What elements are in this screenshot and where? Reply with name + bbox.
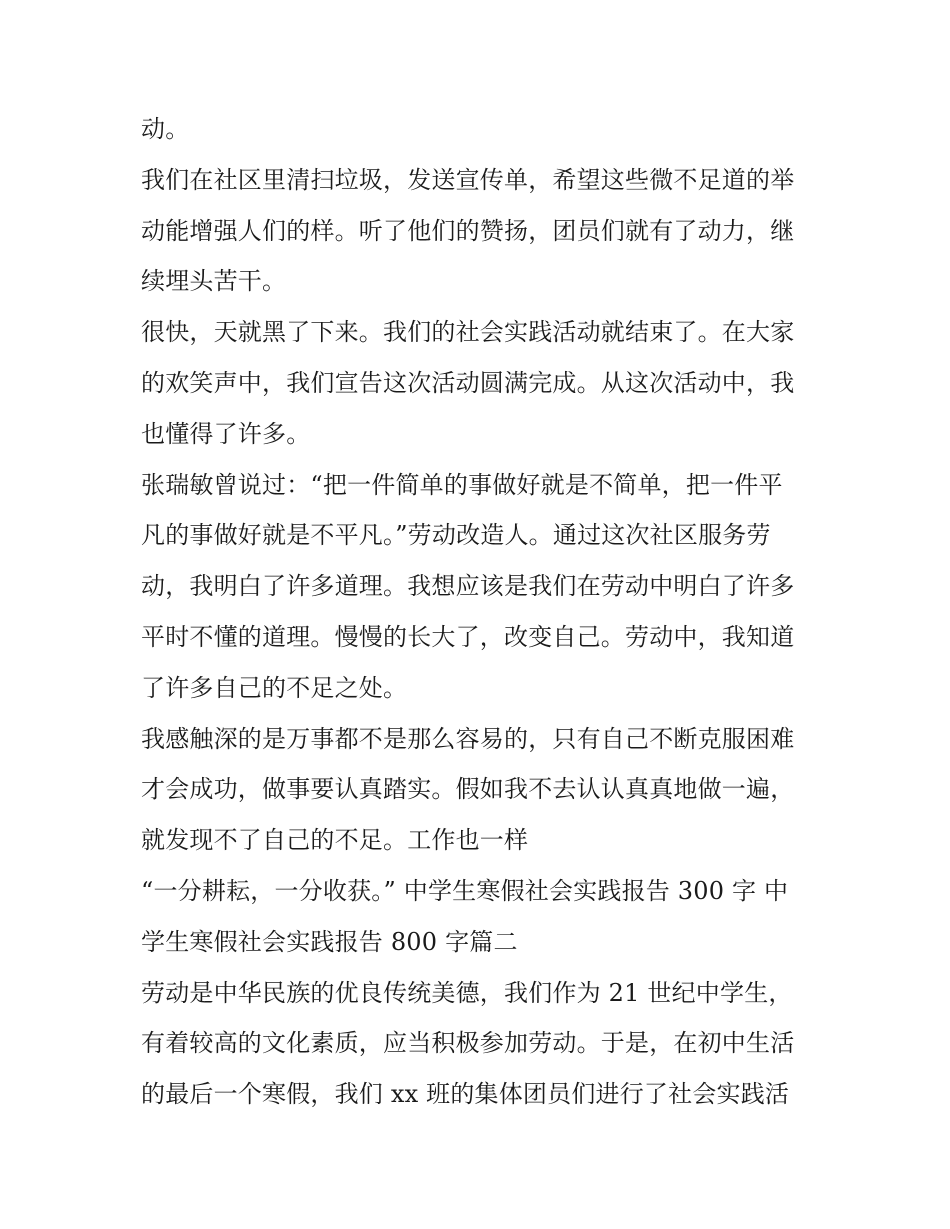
text-line: 有着较高的文化素质，应当积极参加劳动。于是，在初中生活 [141, 1029, 795, 1058]
text-line: 动，我明白了许多道理。我想应该是我们在劳动中明白了许多 [141, 572, 795, 601]
text-line: 才会成功，做事要认真踏实。假如我不去认认真真地做一遍， [141, 775, 795, 804]
text-line: 我感触深的是万事都不是那么容易的，只有自己不断克服困难 [141, 724, 795, 753]
text-line: “一分耕耘，一分收获。” 中学生寒假社会实践报告 300 字 中 [141, 876, 789, 905]
text-line: 平时不懂的道理。慢慢的长大了，改变自己。劳动中，我知道 [141, 622, 795, 651]
text-line: 动。 [141, 115, 190, 143]
text-line: 了许多自己的不足之处。 [141, 673, 408, 702]
text-line: 我们在社区里清扫垃圾，发送宣传单，希望这些微不足道的举 [141, 165, 795, 194]
text-line: 的欢笑声中，我们宣告这次活动圆满完成。从这次活动中，我 [141, 368, 795, 397]
text-line: 动能增强人们的样。听了他们的赞扬，团员们就有了动力，继 [141, 216, 795, 245]
text-line: 学生寒假社会实践报告 800 字篇二 [141, 927, 518, 956]
text-line: 就发现不了自己的不足。工作也一样 [141, 826, 529, 855]
text-line: 续埋头苦干。 [141, 267, 287, 296]
text-line: 张瑞敏曾说过：“把一件简单的事做好就是不简单，把一件平 [141, 470, 783, 499]
text-line: 也懂得了许多。 [141, 419, 311, 448]
text-line: 的最后一个寒假，我们 xx 班的集体团员们进行了社会实践活 [141, 1080, 790, 1109]
text-line: 很快，天就黑了下来。我们的社会实践活动就结束了。在大家 [141, 318, 795, 347]
text-line: 凡的事做好就是不平凡。”劳动改造人。通过这次社区服务劳 [141, 521, 771, 550]
body-text [141, 104, 821, 1120]
text-line: 劳动是中华民族的优良传统美德，我们作为 21 世纪中学生， [141, 978, 793, 1007]
